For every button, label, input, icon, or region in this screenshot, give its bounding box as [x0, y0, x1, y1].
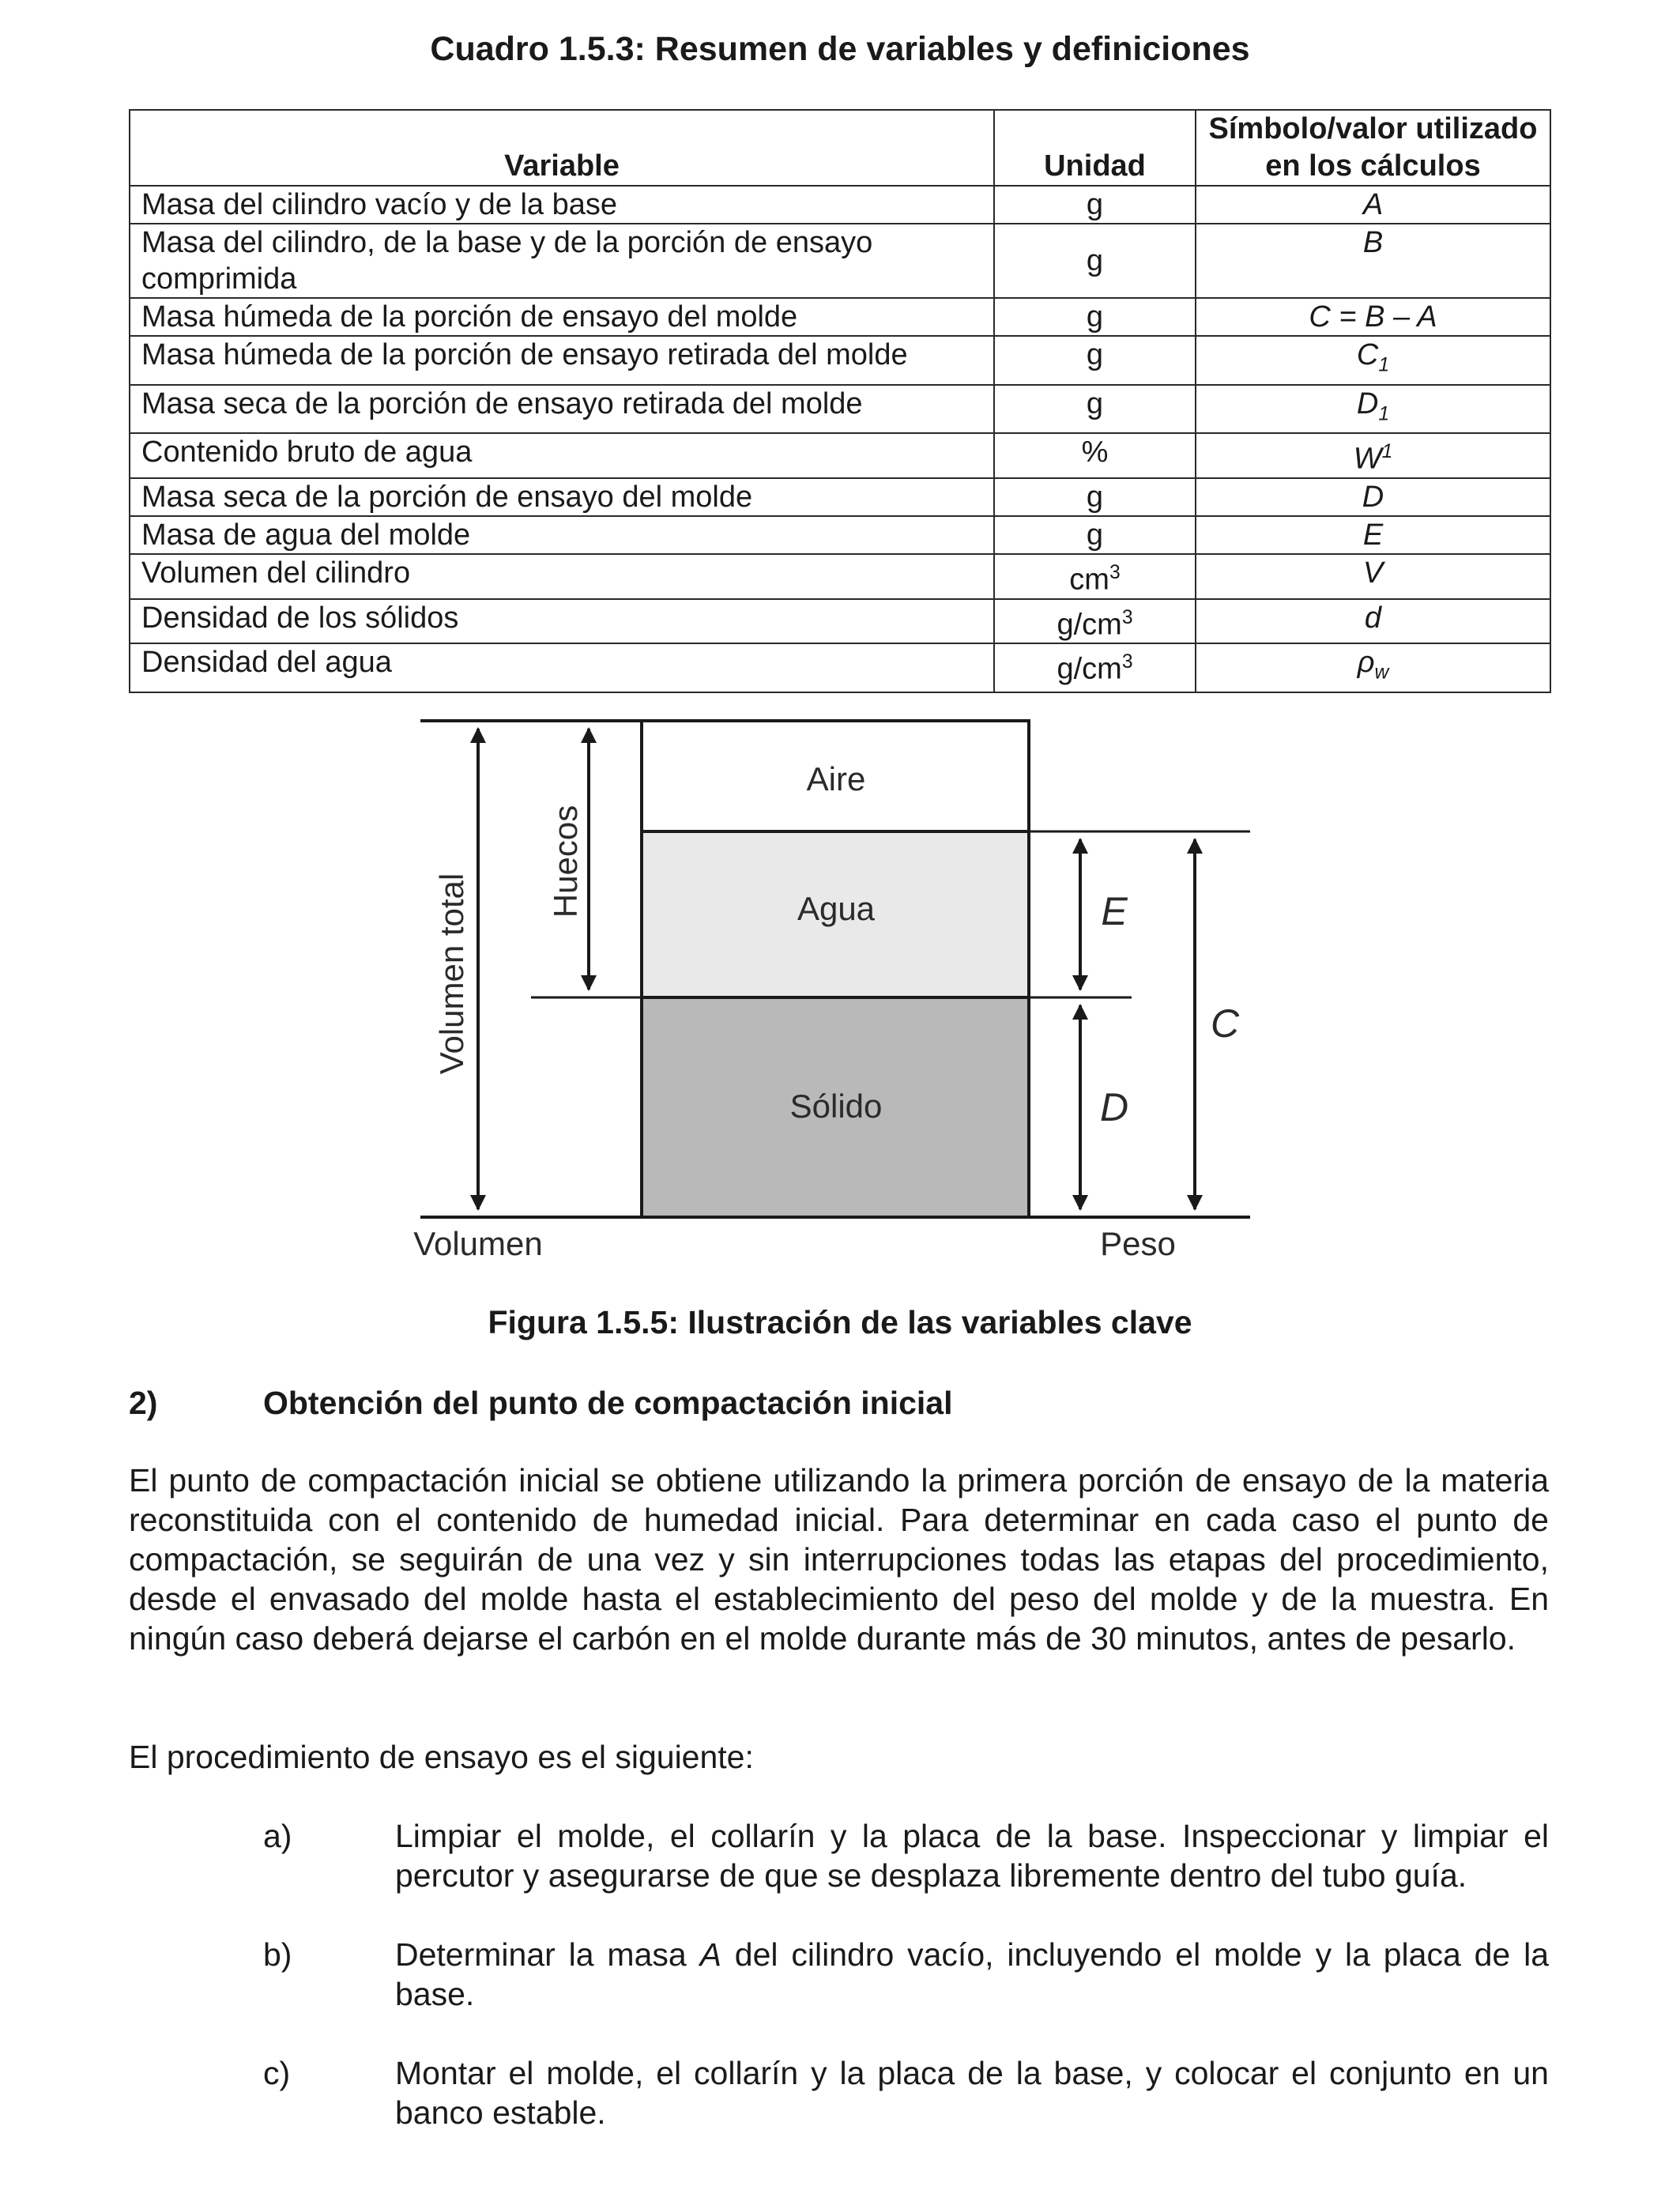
symbol-subscript: 1	[1378, 354, 1390, 376]
cell-variable: Volumen del cilindro	[130, 554, 994, 599]
cell-unidad: g	[994, 224, 1196, 298]
figure-caption: Figura 1.5.5: Ilustración de las variables clave	[488, 1304, 1192, 1340]
cell-unidad: g	[994, 186, 1196, 224]
cell-unidad: g	[994, 478, 1196, 516]
cell-simbolo: C = B – A	[1196, 298, 1550, 336]
cell-unidad: g	[994, 336, 1196, 385]
cell-variable: Densidad de los sólidos	[130, 599, 994, 644]
volumen-total-label: Volumen total	[433, 873, 470, 1075]
header-unidad: Unidad	[994, 110, 1196, 186]
unit-text: g/cm	[1057, 652, 1122, 686]
unit-superscript: 3	[1109, 561, 1121, 583]
cell-unidad: g	[994, 516, 1196, 554]
c-label: C	[1210, 1001, 1240, 1046]
list-item-text-part: Determinar la masa	[395, 1936, 700, 1973]
cell-simbolo: A	[1196, 186, 1550, 224]
unit-superscript: 3	[1121, 651, 1133, 673]
cell-unidad: g	[994, 298, 1196, 336]
list-item-text: Limpiar el molde, el collarín y la placa de la base. Inspeccionar y limpiar el percutor y asegurarse de que se desplaza libremente dentro del tubo guía.	[395, 1818, 1549, 1894]
table-title: Cuadro 1.5.3: Resumen de variables y definiciones	[430, 30, 1250, 68]
volumen-label: Volumen	[413, 1225, 543, 1262]
symbol-text: W	[1353, 442, 1382, 476]
list-item-text-part: del cilindro vacío, incluyendo el molde y la placa de la base.	[395, 1936, 1550, 2012]
cell-simbolo: B	[1196, 224, 1550, 298]
cell-variable: Masa de agua del molde	[130, 516, 994, 554]
paragraph-intro: El punto de compactación inicial se obtiene utilizando la primera porción de ensayo de la materia reconstituida con el contenido de humedad inicial. Para determinar en cada caso el punto de compactación, se seguirán de una vez y sin interrupciones todas las etapas del procedimiento, desde el envasado del molde hasta el establecimiento del peso del molde y de la muestra. En ningún caso deberá dejarse el carbón en el molde durante más de 30 minutos, antes de pesarlo.	[129, 1462, 1549, 1657]
cell-variable: Masa seca de la porción de ensayo retirada del molde	[130, 385, 994, 434]
cell-variable: Contenido bruto de agua	[130, 433, 994, 478]
cell-simbolo: d	[1196, 599, 1550, 644]
cell-unidad: g	[994, 385, 1196, 434]
header-simbolo-line1: Símbolo/valor utilizado	[1208, 112, 1538, 145]
list-item-text-italic: A	[699, 1936, 721, 1973]
list-item-label: c)	[263, 2055, 291, 2091]
d-label: D	[1099, 1085, 1129, 1129]
unit-text: cm	[1069, 563, 1109, 597]
list-item-text: Montar el molde, el collarín y la placa de la base, y colocar el conjunto en un banco estable.	[395, 2055, 1549, 2131]
unit-superscript: 3	[1121, 606, 1133, 628]
cell-simbolo: D	[1196, 478, 1550, 516]
cell-variable: Masa del cilindro, de la base y de la porción de ensayo comprimida	[130, 224, 994, 298]
paragraph-procedure: El procedimiento de ensayo es el siguiente:	[129, 1739, 754, 1775]
list-item-text	[395, 1935, 1549, 2014]
unit-text: g/cm	[1057, 608, 1122, 642]
header-variable: Variable	[130, 110, 994, 186]
section-number: 2)	[129, 1385, 158, 1421]
symbol-text: ρ	[1357, 646, 1375, 680]
symbol-superscript: 1	[1381, 441, 1393, 463]
list-item-label: b)	[263, 1936, 292, 1973]
cell-variable: Densidad del agua	[130, 643, 994, 692]
aire-label: Aire	[806, 760, 866, 797]
huecos-label: Huecos	[547, 805, 584, 918]
cell-variable: Masa húmeda de la porción de ensayo del molde	[130, 298, 994, 336]
cell-simbolo: E	[1196, 516, 1550, 554]
section-title: Obtención del punto de compactación inicial	[263, 1385, 953, 1421]
symbol-subscript: 1	[1378, 403, 1390, 425]
list-item-label: a)	[263, 1818, 292, 1854]
peso-label: Peso	[1100, 1225, 1176, 1262]
cell-variable: Masa seca de la porción de ensayo del molde	[130, 478, 994, 516]
agua-label: Agua	[797, 890, 876, 927]
symbol-text: D	[1356, 386, 1379, 420]
symbol-subscript: w	[1374, 662, 1389, 684]
cell-simbolo: V	[1196, 554, 1550, 599]
solido-label: Sólido	[789, 1088, 883, 1125]
cell-variable: Masa húmeda de la porción de ensayo retirada del molde	[130, 336, 994, 385]
cell-variable: Masa del cilindro vacío y de la base	[130, 186, 994, 224]
cell-unidad: %	[994, 433, 1196, 478]
symbol-text: C	[1356, 338, 1379, 371]
e-label: E	[1101, 889, 1128, 933]
header-simbolo-line2: en los cálculos	[1265, 149, 1481, 183]
